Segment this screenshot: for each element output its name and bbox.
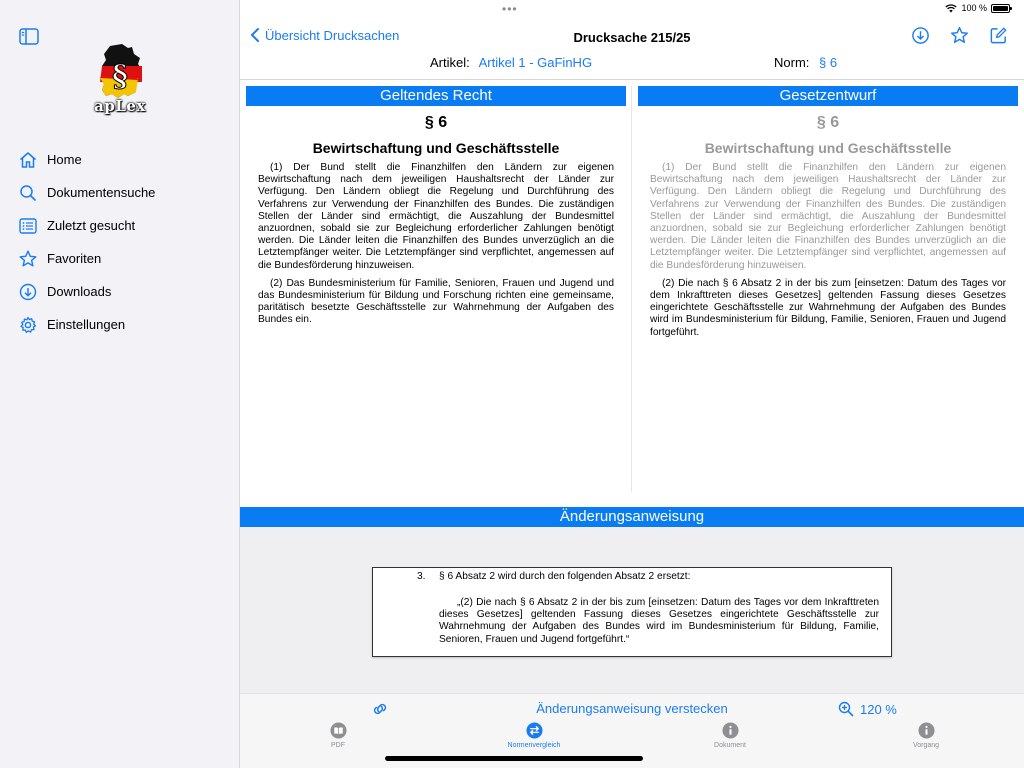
header-divider bbox=[240, 79, 1024, 80]
battery-icon bbox=[991, 4, 1010, 13]
star-icon bbox=[18, 249, 38, 269]
sidebar-item-label: Einstellungen bbox=[47, 317, 126, 332]
tab-bar bbox=[240, 722, 1024, 756]
draft-law-heading: Gesetzentwurf bbox=[638, 86, 1018, 106]
column-divider bbox=[631, 86, 632, 492]
tab-vorgang[interactable] bbox=[876, 722, 976, 749]
svg-text:§: § bbox=[112, 59, 128, 94]
paragraph-text-changed: (2) Die nach § 6 Absatz 2 in der bis zum [einsetzen: Datum des Tages vor dem Inkrafttreten dieses Gesetzes] geltenden Fassung dieses Gesetzes eingerichtete Geschäftsstelle zur Wahrnehmung der Aufgaben des Bundes wird im Bundesministerium für Bildung, Familie, Senioren, Frauen und Jugend fortgeführt. bbox=[650, 277, 1006, 338]
paragraph-body bbox=[246, 162, 626, 327]
house-icon bbox=[18, 150, 38, 170]
sidebar-item-favoriten[interactable] bbox=[0, 242, 240, 275]
back-label: Übersicht Drucksachen bbox=[265, 27, 400, 43]
book-icon bbox=[330, 722, 347, 739]
artikel-row bbox=[430, 55, 592, 70]
norm-row bbox=[774, 55, 837, 70]
magnifier-icon bbox=[18, 183, 38, 203]
tab-label: Normenvergleich bbox=[507, 742, 561, 749]
page-title: Drucksache 215/25 bbox=[573, 30, 691, 45]
info-icon bbox=[722, 722, 739, 739]
sidebar-item-einstellungen[interactable] bbox=[0, 308, 240, 341]
multitasking-dots[interactable]: ••• bbox=[502, 2, 518, 16]
artikel-selector[interactable]: Artikel 1 - GaFinHG bbox=[478, 55, 593, 70]
bottom-toolbar bbox=[240, 693, 1024, 768]
paragraph-number: § 6 bbox=[816, 114, 840, 131]
battery-percent: 100 % bbox=[961, 3, 987, 13]
sidebar-item-label: Dokumentensuche bbox=[47, 185, 156, 200]
artikel-label: Artikel: bbox=[430, 55, 470, 70]
paragraph-body bbox=[638, 162, 1018, 339]
paragraph-title: Bewirtschaftung und Geschäftsstelle bbox=[704, 140, 952, 156]
list-icon bbox=[18, 216, 38, 236]
sidebar-item-label: Home bbox=[47, 152, 82, 167]
main-content bbox=[240, 0, 1024, 768]
zoom-in-icon bbox=[838, 701, 854, 717]
sidebar-item-downloads[interactable] bbox=[0, 275, 240, 308]
paragraph-text: (2) Das Bundesministerium für Familie, Senioren, Frauen und Jugend und das Bundesministerium für Bildung und Forschung richten eine gemeinsame, paritätisch besetzte Geschäftsstelle zur Wahrnehmung der Aufgaben des Bundes ein. bbox=[258, 277, 614, 326]
tab-normenvergleich[interactable] bbox=[484, 722, 584, 749]
download-circle-icon bbox=[18, 282, 38, 302]
home-indicator bbox=[385, 756, 643, 761]
star-icon[interactable] bbox=[950, 26, 969, 45]
paragraph-text-unchanged: (1) Der Bund stellt die Finanzhilfen den Ländern zur eigenen Bewirtschaftung nach dem jeweiligen Haushaltsrecht der Länder zur Verfügung. Den Ländern obliegt die Regelung und Durchführung des Verfahrens zur Verwendung der Finanzhilfen des Bundes. Die zuständigen Stellen der Länder sind ermächtigt, die Auszahlung der Bundesmittel anzuordnen, sobald sie zur Begleichung erforderlicher Zahlungen benötigt werden. Die Länder leiten die Finanzhilfen des Bundes unverzüglich an die Letztempfänger weiter. Die Letztempfänger sind verpflichtet, angemessen auf die Bundesförderung hinzuweisen. bbox=[650, 162, 1006, 271]
wifi-icon bbox=[945, 4, 957, 13]
change-instruction-heading: Änderungsanweisung bbox=[240, 507, 1024, 527]
change-instruction-area bbox=[240, 527, 1024, 693]
hide-instruction-button[interactable]: Änderungsanweisung verstecken bbox=[536, 701, 728, 716]
current-law-heading: Geltendes Recht bbox=[246, 86, 626, 106]
sidebar-item-dokumentensuche[interactable] bbox=[0, 176, 240, 209]
sidebar-toggle-icon[interactable] bbox=[19, 28, 39, 45]
sidebar-item-home[interactable] bbox=[0, 143, 240, 176]
paragraph-text: (1) Der Bund stellt die Finanzhilfen den Ländern zur eigenen Bewirtschaftung nach dem jeweiligen Haushaltsrecht der Länder zur Verfügung. Den Ländern obliegt die Regelung und Durchführung des Verfahrens zur Verwendung der Finanzhilfen des Bundes. Die zuständigen Stellen der Länder sind ermächtigt, die Auszahlung der Bundesmittel anzuordnen, sobald sie zur Begleichung erforderlicher Zahlungen benötigt werden. Die Länder leiten die Finanzhilfen des Bundes unverzüglich an die Letztempfänger weiter. Die Letztempfänger sind verpflichtet, angemessen auf die Bundesförderung hinzuweisen. bbox=[258, 162, 614, 271]
sidebar-item-zuletzt-gesucht[interactable] bbox=[0, 209, 240, 242]
instruction-text: § 6 Absatz 2 wird durch den folgenden Absatz 2 ersetzt: bbox=[439, 571, 691, 582]
sidebar-item-label: Downloads bbox=[47, 284, 112, 299]
paragraph-title: Bewirtschaftung und Geschäftsstelle bbox=[312, 140, 560, 156]
paragraph-number: § 6 bbox=[424, 114, 448, 131]
sidebar-item-label: Zuletzt gesucht bbox=[47, 218, 136, 233]
compose-icon[interactable] bbox=[989, 26, 1008, 45]
logo-text: apLex bbox=[94, 97, 146, 115]
tab-label: Vorgang bbox=[912, 742, 940, 749]
tab-dokument[interactable] bbox=[680, 722, 780, 749]
tab-pdf[interactable] bbox=[288, 722, 388, 749]
zoom-level: 120 % bbox=[860, 701, 897, 717]
sidebar-nav bbox=[0, 143, 240, 341]
instruction-quote bbox=[439, 597, 879, 646]
download-icon[interactable] bbox=[911, 26, 930, 45]
tab-label: PDF bbox=[331, 742, 345, 749]
change-instruction-box bbox=[372, 567, 892, 657]
norm-label: Norm: bbox=[774, 55, 810, 70]
info-icon bbox=[918, 722, 935, 739]
tab-label: Dokument bbox=[714, 742, 746, 749]
sidebar-item-label: Favoriten bbox=[47, 251, 102, 266]
instruction-number: 3. bbox=[417, 571, 426, 582]
sidebar bbox=[0, 0, 240, 768]
gear-icon bbox=[18, 315, 38, 335]
draft-law-column bbox=[638, 86, 1018, 339]
toolbar-actions bbox=[911, 26, 1008, 45]
zoom-control[interactable] bbox=[838, 701, 897, 717]
status-right bbox=[945, 3, 1010, 13]
current-law-column bbox=[246, 86, 626, 327]
compare-arrows-icon bbox=[526, 722, 543, 739]
norm-selector[interactable]: § 6 bbox=[819, 55, 838, 70]
quote-text: „(2) Die nach § 6 Absatz 2 in der bis zum [einsetzen: Datum des Tages vor dem Inkrafttreten dieses Gesetzes] geltenden Fassung dieses Gesetzes eingerichtete Geschäftsstelle zur Wahrnehmung der Aufgaben des Bundes wird im Bundesministerium für Bildung, Familie, Senioren, Frauen und Jugend fortgeführt.“ bbox=[439, 597, 879, 645]
